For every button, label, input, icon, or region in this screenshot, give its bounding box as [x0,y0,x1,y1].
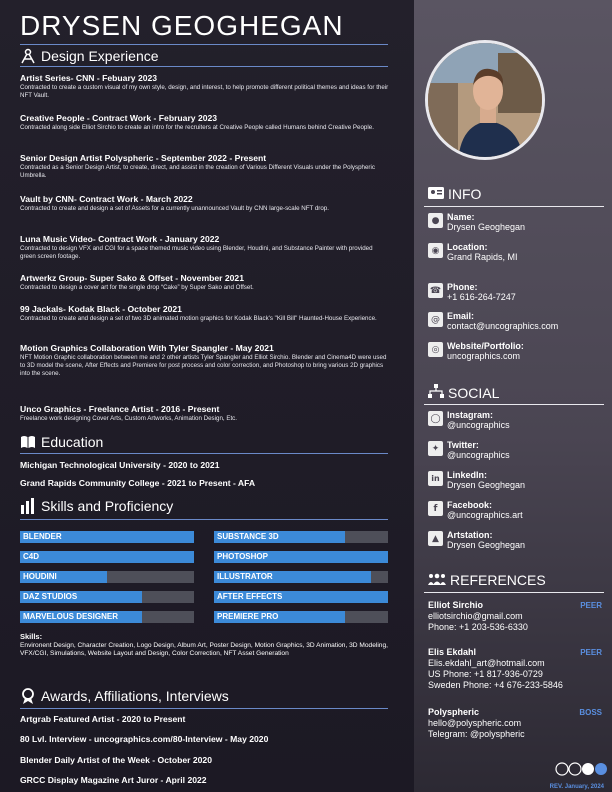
experience-title: Motion Graphics Collaboration With Tyler Spangler - May 2021 [20,343,274,353]
reference-item [428,647,604,691]
experience-desc: Contracted to design VFX and CGI for a space themed music video using Blender, Houdini, and Substance Painter with provided green screen footage. [20,245,373,260]
info-website [428,341,524,361]
info-key: Name: [447,212,475,222]
info-location [428,242,518,262]
info-title: INFO [448,186,482,202]
skills-list-label: Skills: [20,632,43,641]
skill-label: PREMIERE PRO [217,612,279,621]
profile-photo [425,40,545,160]
name-rule [20,44,388,45]
experience-item [20,304,390,323]
education-heading [20,434,103,450]
reference-line: Elis.ekdahl_art@hotmail.com [428,658,545,668]
experience-desc: Contracted to create a custom visual of my own style, design, and interest, to help promote different political themes and ideas for their NFT Vault. [20,84,389,99]
skill-bar [20,591,194,603]
skill-label: MARVELOUS DESIGNER [23,612,118,621]
references-rule [424,592,604,593]
experience-title: Senior Design Artist Polyspheric - September 2022 - Present [20,153,267,163]
skills-heading [20,498,173,514]
skill-bar [214,551,388,563]
social-key: Artstation: [447,530,493,540]
facebook-icon: f [428,501,443,516]
location-icon: ◉ [428,243,443,258]
id-card-icon [428,186,444,202]
skill-bar [20,551,194,563]
skill-bar [20,531,194,543]
skill-bar [20,611,194,623]
experience-title: 99 Jackals- Kodak Black - October 2021 [20,304,182,314]
reference-line: Sweden Phone: +4 676-233-5846 [428,680,563,690]
twitter-icon: ✦ [428,441,443,456]
design-experience-rule [20,66,388,67]
info-phone [428,282,516,302]
social-rule [424,404,604,405]
skill-label: ILLUSTRATOR [217,572,273,581]
reference-line: elliotsirchio@gmail.com [428,611,523,621]
reference-role: PEER [580,648,602,657]
education-title: Education [41,434,104,450]
experience-desc: Contracted to design a cover art for the single drop “Cake” by Super Sako and Offset. [20,284,254,291]
info-value[interactable]: uncographics.com [447,351,521,361]
education-item: Michigan Technological University - 2020 to 2021 [20,460,220,470]
reference-item [428,707,604,740]
experience-title: Unco Graphics - Freelance Artist - 2016 - Present [20,404,220,414]
reference-line: Phone: +1 203-536-6330 [428,622,528,632]
network-icon [428,384,444,401]
references-title: REFERENCES [450,572,546,588]
skill-label: BLENDER [23,532,62,541]
reference-line: Telegram: @polyspheric [428,729,525,739]
social-twitter[interactable] [428,440,510,460]
skills-list-text: Environent Design, Character Creation, Logo Design, Album Art, Poster Design, Motion Graphics, 3D Animation, 3D Modeling, VFX/CGI, Simulations, Website Layout and Design, Color Correction, NFT Asset Generation [20,641,388,657]
reference-line: US Phone: +1 817-936-0729 [428,669,543,679]
social-key: Instagram: [447,410,494,420]
email-icon: @ [428,312,443,327]
education-rule [20,453,388,454]
bar-chart-icon [20,498,36,514]
experience-desc: Contracted as a Senior Design Artist, to create, direct, and assist in the creation of Various Different Visuals under the Polyspheric Umbrella. [20,164,375,179]
experience-desc: NFT Motion Graphic collaboration between me and 2 other artists Tyler Spangler and Elliot Sirchio. Blender and Cinema4D were used to 3D model the scene, After Effects and Premiere for post process and color correction, and Photoshop to bring various 2D graphics into the scene. [20,354,387,377]
skill-label: C4D [23,552,40,561]
info-key: Location: [447,242,488,252]
award-item: Blender Daily Artist of the Week - October 2020 [20,755,212,765]
info-value: Grand Rapids, MI [447,252,518,262]
experience-item [20,113,390,132]
skill-bar [214,531,388,543]
experience-item [20,73,390,100]
social-value: @uncographics [447,420,510,430]
info-value[interactable]: +1 616-264-7247 [447,292,516,302]
experience-desc: Contracted to create and design a set of two 3D animated motion graphics for Kodak Black's "Kill Bill" Haunted-House Experience. [20,315,377,322]
experience-item [20,343,390,378]
skills-list [20,633,390,659]
experience-item [20,273,390,292]
reference-line: hello@polyspheric.com [428,718,522,728]
artstation-icon: ▲ [428,531,443,546]
social-value: Drysen Geoghegan [447,540,526,550]
social-instagram[interactable] [428,410,510,430]
info-key: Phone: [447,282,478,292]
awards-heading [20,688,229,704]
person-icon: ● [428,213,443,228]
experience-desc: Contracted along side Elliot Sirchio to create an intro for the recruiters at Creative People called Humans behind Creative People. [20,124,374,131]
awards-rule [20,708,388,709]
social-artstation[interactable] [428,530,525,550]
reference-item [428,600,604,633]
skill-bar [214,591,388,603]
awards-title: Awards, Affiliations, Interviews [41,688,229,704]
reference-role: PEER [580,601,602,610]
revision-date: REV. January, 2024 [549,784,604,790]
info-key: Website/Portfolio: [447,341,524,351]
skill-label: HOUDINI [23,572,57,581]
info-name [428,212,525,232]
experience-desc: Contracted to create and design a set of Assets for a currently unannounced Vault by CNN large-scale NFT drop. [20,205,329,212]
experience-item [20,234,390,261]
education-item: Grand Rapids Community College - 2021 to Present - AFA [20,478,256,488]
reference-name: Polyspheric [428,707,480,717]
award-item: Artgrab Featured Artist - 2020 to Present [20,714,186,724]
experience-title: Artwerkz Group- Super Sako & Offset - November 2021 [20,273,244,283]
polyspheric-logo [554,760,608,780]
design-icon [20,48,36,64]
group-icon [428,572,446,588]
experience-title: Luna Music Video- Contract Work - January 2022 [20,234,220,244]
info-email [428,311,558,331]
skill-label: DAZ STUDIOS [23,592,78,601]
skill-bar [20,571,194,583]
social-facebook[interactable] [428,500,523,520]
reference-name: Elis Ekdahl [428,647,477,657]
social-value: Drysen Geoghegan [447,480,526,490]
social-key: Facebook: [447,500,493,510]
info-rule [424,206,604,207]
reference-role: BOSS [579,708,602,717]
skill-bar [214,571,388,583]
social-title: SOCIAL [448,384,500,401]
skill-label: PHOTOSHOP [217,552,268,561]
social-linkedin[interactable] [428,470,525,490]
award-item: GRCC Display Magazine Art Juror - April 2022 [20,775,207,785]
experience-item [20,194,390,213]
book-icon [20,434,36,450]
info-value: Drysen Geoghegan [447,222,526,232]
references-heading [428,572,546,588]
award-item: 80 Lvl. Interview - uncographics.com/80-Interview - May 2020 [20,734,269,744]
experience-title: Vault by CNN- Contract Work - March 2022 [20,194,193,204]
skill-fill [20,551,194,563]
social-value: @uncographics.art [447,510,523,520]
reference-name: Elliot Sirchio [428,600,484,610]
social-heading [428,384,499,401]
experience-item [20,153,390,180]
design-experience-title: Design Experience [41,48,159,64]
phone-icon: ☎ [428,283,443,298]
skills-rule [20,519,388,520]
experience-desc: Freelance work designing Cover Arts, Custom Artworks, Animation Design, Etc. [20,415,237,422]
experience-item [20,404,390,423]
skill-label: AFTER EFFECTS [217,592,283,601]
experience-title: Artist Series- CNN - Febuary 2023 [20,73,158,83]
skills-title: Skills and Proficiency [41,498,174,514]
social-key: Twitter: [447,440,479,450]
skill-label: SUBSTANCE 3D [217,532,279,541]
social-key: LinkedIn: [447,470,487,480]
linkedin-icon: in [428,471,443,486]
social-value: @uncographics [447,450,510,460]
award-icon [20,688,36,704]
skill-bar [214,611,388,623]
resume-name: DRYSEN GEOGHEGAN [20,10,344,41]
info-value[interactable]: contact@uncographics.com [447,321,559,331]
info-heading [428,186,481,202]
design-experience-heading [20,48,159,64]
info-key: Email: [447,311,475,321]
instagram-icon: ◯ [428,411,443,426]
experience-title: Creative People - Contract Work - February 2023 [20,113,218,123]
globe-icon: ◎ [428,342,443,357]
